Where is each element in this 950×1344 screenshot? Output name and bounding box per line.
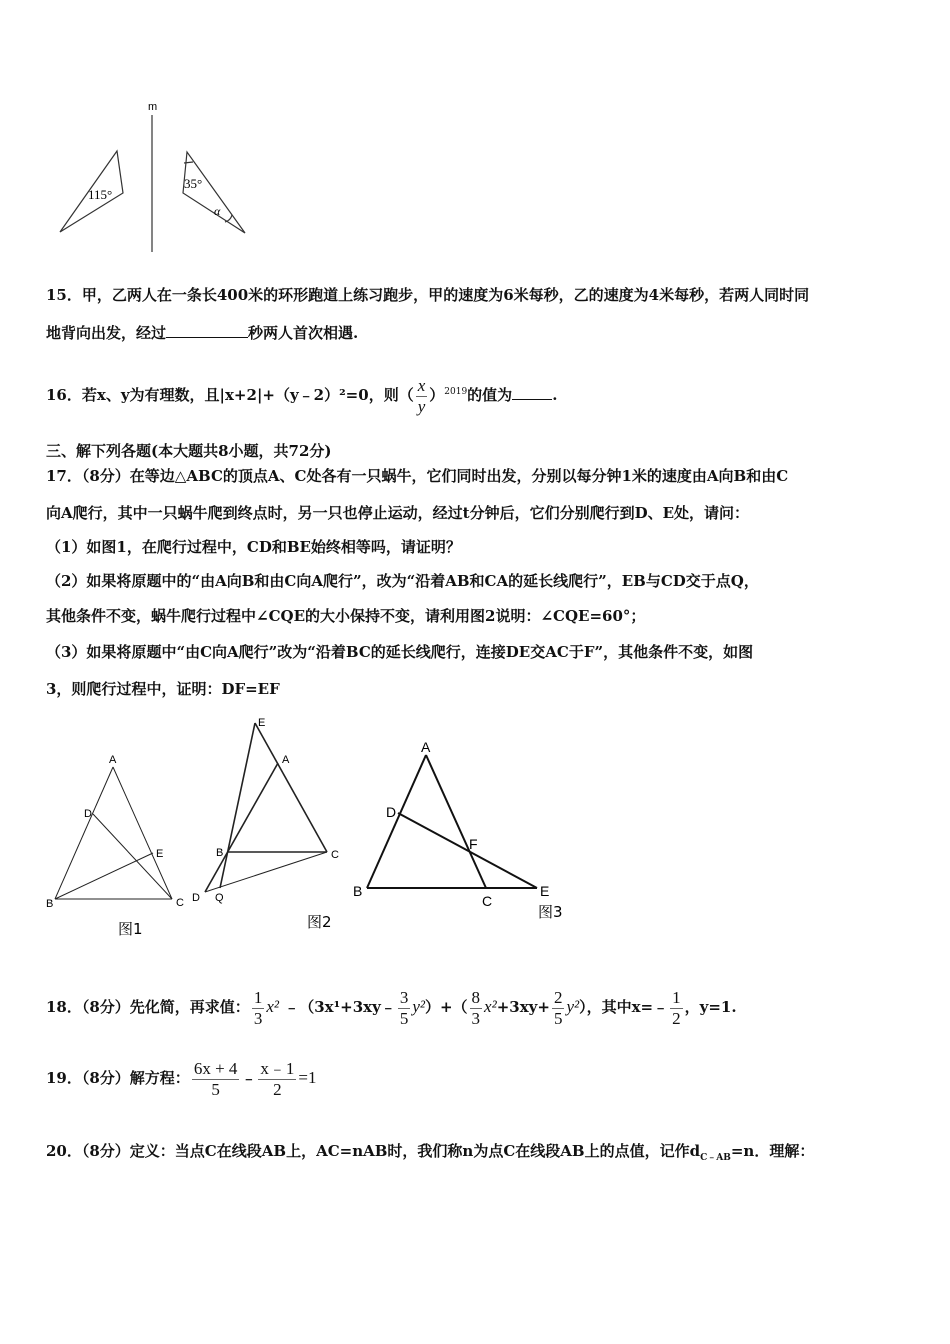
figure-reflection	[60, 115, 245, 252]
q17-line: （3）如果将原题中“由C向A爬行”改为“沿着BC的延长线爬行，连接DE交AC于F”，其他条件不变，如图	[46, 643, 754, 661]
fig3-label-c: C	[482, 893, 493, 909]
q16-paren: ）	[429, 386, 445, 404]
fig1-label-b: B	[46, 898, 54, 910]
denominator: 5	[553, 1008, 563, 1028]
denominator: 5	[399, 1008, 409, 1028]
fig3-label-e: E	[540, 883, 550, 899]
section-heading: 三、解下列各题(本大题共8小题，共72分)	[46, 442, 332, 460]
denominator: 5	[211, 1079, 220, 1099]
figure-1	[55, 767, 172, 899]
q17-line: 其他条件不变，蜗牛爬行过程中∠CQE的大小保持不变，请利用图2说明：∠CQE=60°；	[46, 607, 646, 625]
numerator: 3	[399, 987, 409, 1007]
q20-subscript: C﹣AB	[700, 1153, 731, 1163]
fig1-label-c: C	[176, 897, 184, 909]
numerator: 8	[471, 987, 481, 1007]
angle-alpha: α	[214, 204, 221, 218]
q18-text: 18．（8分）先化简，再求值：	[46, 998, 250, 1016]
q20-text: 20．（8分）定义：当点C在线段AB上，AC=nAB时，我们称n为点C在线段AB上的点值，记作d	[46, 1142, 701, 1160]
fig3-label-d: D	[386, 804, 397, 820]
q19	[46, 1056, 317, 1100]
fig3-label-b: B	[353, 883, 363, 899]
fig1-label-d: D	[84, 808, 92, 820]
q16-text: 16．若x、y为有理数，且|x+2|+（y﹣2）²=0，则（	[46, 386, 414, 404]
fig2-label-a: A	[282, 754, 290, 766]
fraction	[670, 988, 683, 1029]
equals-one: =1	[298, 1068, 317, 1087]
q15-text-end: 秒两人首次相遇.	[248, 324, 359, 342]
q20	[46, 1141, 814, 1168]
fig1-label-e: E	[156, 848, 164, 860]
fig2-label-e: E	[258, 717, 266, 729]
q18	[46, 985, 737, 1029]
q15-line2	[46, 323, 358, 343]
figure-2	[205, 723, 327, 892]
denominator: 2	[273, 1079, 282, 1099]
q17-line: （2）如果将原题中的“由A向B和由C向A爬行”，改为“沿着AB和CA的延长线爬行”，EB与CD交于点Q，	[46, 572, 759, 590]
angle-115: 115°	[88, 187, 113, 202]
right-triangle	[183, 152, 245, 233]
q16-exponent: 2019	[444, 387, 468, 397]
q17-line: 3，则爬行过程中，证明：DF=EF	[46, 680, 280, 698]
fig2-label-b: B	[216, 847, 224, 859]
axis-label: m	[148, 101, 158, 113]
fig3-caption: 图3	[538, 903, 563, 921]
fig2-label-q: Q	[215, 892, 224, 904]
fig2-label-c: C	[331, 849, 339, 861]
fig3-label-f: F	[469, 836, 478, 852]
q17-line: 向A爬行，其中一只蜗牛爬到终点时，另一只也停止运动，经过t分钟后，它们分别爬行到D、E处，请问：	[46, 504, 750, 522]
q17-line: 17．（8分）在等边△ABC的顶点A、C处各有一只蜗牛，它们同时出发，分别以每分钟1米的速度由A向B和由C	[46, 467, 789, 485]
q15-line1: 15．甲，乙两人在一条长400米的环形跑道上练习跑步，甲的速度为6米每秒，乙的速度为4米每秒，若两人同时同	[46, 286, 810, 304]
denominator: 2	[672, 1008, 681, 1028]
fraction	[252, 988, 265, 1029]
fraction	[258, 1059, 296, 1100]
q16-period: .	[552, 386, 558, 404]
q17-line: （1）如图1，在爬行过程中，CD和BE始终相等吗，请证明？	[46, 538, 461, 556]
q18-text: +3xy+	[496, 998, 550, 1016]
numerator: 1	[672, 987, 681, 1007]
q18-text: ）+（	[424, 998, 468, 1016]
fig2-caption: 图2	[307, 913, 332, 931]
denominator: y	[417, 396, 426, 416]
fraction	[552, 988, 565, 1029]
q15-answer-blank	[166, 323, 248, 338]
term: x²	[266, 997, 279, 1016]
denominator: 3	[471, 1008, 481, 1028]
q16-answer-blank	[512, 385, 552, 400]
numerator: 6x + 4	[193, 1058, 238, 1078]
term: x²	[484, 997, 497, 1016]
q19-text: 19．（8分）解方程：	[46, 1069, 190, 1087]
fig2-label-d: D	[192, 892, 200, 904]
numerator: 1	[253, 987, 263, 1007]
minus-sign: ﹣	[241, 1069, 257, 1087]
q18-text-end: ，y=1.	[684, 998, 737, 1016]
q18-text: ），其中x=﹣	[579, 998, 669, 1016]
fraction	[192, 1059, 240, 1100]
fraction	[398, 988, 411, 1029]
q16-text-end: 的值为	[467, 386, 513, 404]
numerator: 2	[553, 987, 563, 1007]
fig3-label-a: A	[421, 739, 431, 755]
q20-text-end: =n．理解：	[730, 1142, 815, 1160]
q16	[46, 370, 557, 417]
figure-3	[367, 755, 537, 888]
q18-text: ﹣（3x¹+3xy﹣	[278, 998, 396, 1016]
q15-text: 地背向出发，经过	[46, 324, 167, 342]
fig1-caption: 图1	[118, 920, 143, 938]
angle-35: 35°	[184, 176, 203, 191]
denominator: 3	[253, 1008, 263, 1028]
term: y²	[566, 997, 580, 1016]
numerator: x﹣1	[260, 1058, 295, 1078]
fig1-label-a: A	[109, 754, 117, 766]
q16-fraction	[416, 376, 428, 417]
numerator: x	[417, 375, 426, 395]
fraction	[470, 988, 483, 1029]
term: y²	[412, 997, 425, 1016]
